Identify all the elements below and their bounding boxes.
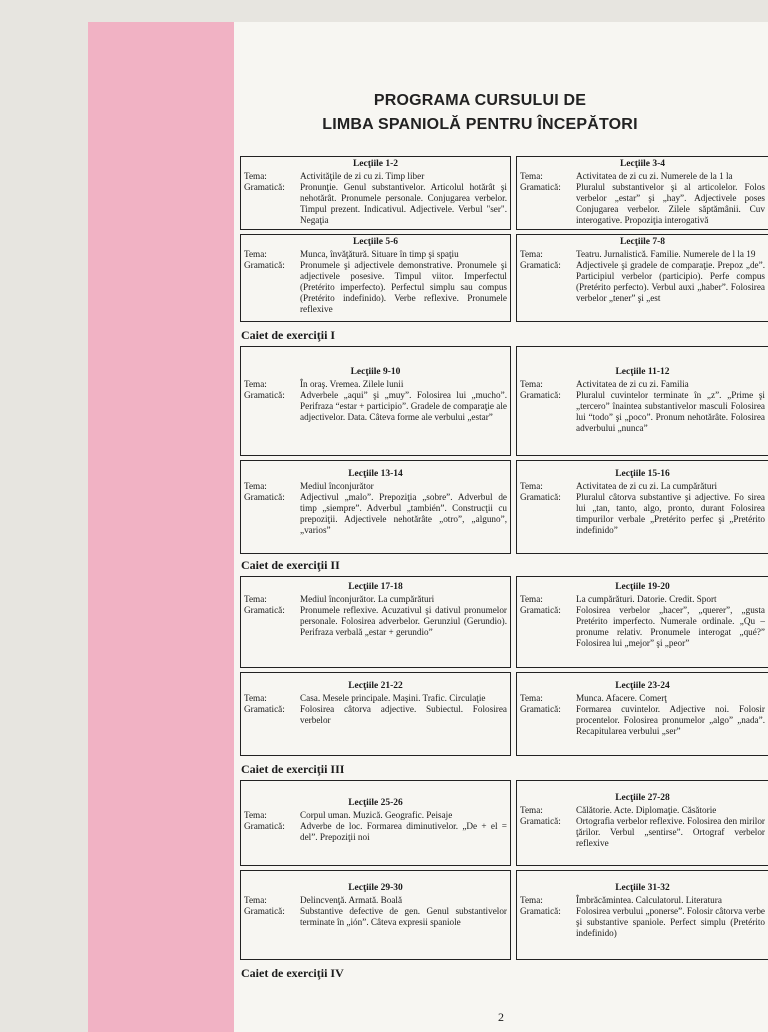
lesson-box-29-30 [240,870,511,960]
lesson-title: Lecţiile 9-10 [350,367,401,377]
lesson-box-31-32 [516,870,768,960]
gramatica-label: Gramatică: [244,390,285,400]
lesson-title: Lecţiile 7-8 [619,237,666,247]
lesson-title: Lecţiile 13-14 [348,469,403,479]
caiet-heading-1: Caiet de exerciţii I [241,328,336,342]
gramatica-label: Gramatică: [520,605,561,615]
lesson-gramatica: Adverbele „aqui” şi „muy”. Folosirea lui „mucho”. Perifraza “estar + participio”. Gradele de comparaţie ale adjectivelor. Data. Câteva forme ale verbului „estar” [300,390,507,422]
gramatica-label: Gramatică: [520,492,561,502]
tema-label: Tema: [244,481,267,491]
tema-label: Tema: [244,379,267,389]
page-title-line-1: PROGRAMA CURSULUI DE [373,92,587,109]
pink-margin-band [88,22,234,1032]
lesson-box-23-24 [516,672,768,756]
gramatica-label: Gramatică: [520,704,561,714]
lesson-title: Lecţiile 29-30 [348,883,403,893]
lesson-box-27-28 [516,780,768,866]
gramatica-label: Gramatică: [244,906,285,916]
lesson-gramatica: Pronumele reflexive. Acuzativul şi dativul pronumelor personale. Folosirea adverbelor. Gerunziul (Gerundio). Perifraza verbală „estar + gerundio” [300,605,507,637]
tema-label: Tema: [244,895,267,905]
lesson-gramatica: Pluralul câtorva substantive şi adjective. Fo sirea lui „tan, tanto, algo, pronto, durant Folosirea timpurilor verbale „Pretérito perfec şi „Pretérito indefinido” [576,492,765,535]
tema-label: Tema: [244,171,267,181]
lesson-gramatica: Pronumele şi adjectivele demonstrative. Pronumele şi adjectivele posesive. Timpul viitor. Imperfectul (Pretérito imperfecto). Perfectul simplu sau compus (Pretérito indefinido). Verbe reflexive. Pronumele reflexive [300,260,507,314]
lesson-title: Lecţiile 1-2 [352,159,399,169]
lesson-box-5-6 [240,234,511,322]
lesson-gramatica: Substantive defective de gen. Genul substantivelor terminate în „ión”. Câteva expresii spaniole [300,906,507,927]
lesson-box-21-22 [240,672,511,756]
lesson-title: Lecţiile 5-6 [352,237,399,247]
tema-label: Tema: [520,895,543,905]
lesson-box-9-10 [240,346,511,456]
lesson-gramatica: Folosirea verbelor „hacer”, „querer”, „gusta Pretérito imperfecto. Numerale ordinale. „Qu – pronume relativ. Pronumele interogat „qué?” Folosirea lui „mejor” şi „peor” [576,605,765,648]
lesson-gramatica: Pronunţie. Genul substantivelor. Articolul hotărât şi nehotărât. Pronumele personale. Conjugarea verbelor. Timpul prezent. Indicativul. Adjectivele. Verbul "ser". Negaţia [300,182,507,225]
lesson-title: Lecţiile 25-26 [348,798,403,808]
gramatica-label: Gramatică: [244,182,285,192]
lesson-title: Lecţiile 3-4 [619,159,666,169]
tema-label: Tema: [244,594,267,604]
lesson-title: Lecţiile 27-28 [615,793,670,803]
lesson-title: Lecţiile 15-16 [615,469,670,479]
lesson-title: Lecţiile 21-22 [348,681,403,691]
lesson-tema: Corpul uman. Muzică. Geografic. Peisaje [300,810,453,820]
page-number: 2 [498,1010,504,1024]
tema-label: Tema: [244,693,267,703]
lesson-box-25-26 [240,780,511,866]
lesson-gramatica: Pluralul substantivelor şi al articolelor. Folos verbelor „estar” şi „hay”. Adjectivele poses Conjugarea verbelor. Zilele săptămânii. Cuv interogative. Propoziţia interogativă [576,182,765,225]
gramatica-label: Gramatică: [520,906,561,916]
lesson-tema: Activitatea de zi cu zi. Numerele de la 1 la [576,171,733,181]
lesson-box-13-14 [240,460,511,554]
gramatica-label: Gramatică: [520,182,561,192]
lesson-tema: La cumpărături. Datorie. Credit. Sport [576,594,717,604]
lesson-tema: Îmbrăcămintea. Calculatorul. Literatura [576,895,722,905]
lesson-tema: Activităţile de zi cu zi. Timp liber [300,171,425,181]
page-title-line-2: LIMBA SPANIOLĂ PENTRU ÎNCEPĂTORI [322,116,638,133]
tema-label: Tema: [244,810,267,820]
gramatica-label: Gramatică: [520,260,561,270]
gramatica-label: Gramatică: [520,816,561,826]
lesson-tema: Călătorie. Acte. Diplomaţie. Căsătorie [576,805,717,815]
lesson-gramatica: Adjectivele şi gradele de comparaţie. Prepoz „de”. Participiul verbelor (participio). Perfe compus (Pretérito perfecto). Verbul auxi „haber”. Folosirea verbelor „tener” şi „est [576,260,765,303]
lesson-tema: Casa. Mesele principale. Maşini. Trafic. Circulaţie [300,693,486,703]
tema-label: Tema: [244,249,267,259]
lesson-box-15-16 [516,460,768,554]
lesson-tema: Delincvenţă. Armată. Boală [300,895,403,905]
lesson-box-1-2 [240,156,511,230]
lesson-box-11-12 [516,346,768,456]
gramatica-label: Gramatică: [244,704,285,714]
lesson-title: Lecţiile 11-12 [615,367,670,377]
caiet-heading-3: Caiet de exerciţii III [241,762,345,776]
gramatica-label: Gramatică: [244,492,285,502]
lesson-tema: Activitatea de zi cu zi. Familia [576,379,689,389]
lesson-box-19-20 [516,576,768,668]
tema-label: Tema: [520,805,543,815]
lesson-title: Lecţiile 17-18 [348,582,403,592]
lesson-gramatica: Adjectivul „malo”. Prepoziţia „sobre”. Adverbul de timp „siempre”. Adverbul „también”. Construcţii cu prepoziţii. Adjectivele nehotărâte „otro”, „alguno”, „varios” [300,492,507,535]
lesson-tema: Munca, învăţătură. Situare în timp şi spaţiu [300,249,459,259]
lesson-tema: În oraş. Vremea. Zilele lunii [300,379,404,389]
lesson-gramatica: Formarea cuvintelor. Adjective noi. Folosir procentelor. Folosirea pronumelor „algo” „nada”. Recapitularea verbului „ser” [576,704,765,736]
lesson-title: Lecţiile 23-24 [615,681,670,691]
lesson-tema: Munca. Afacere. Comerţ [576,693,667,703]
lesson-tema: Activitatea de zi cu zi. La cumpărături [576,481,718,491]
lesson-gramatica: Adverbe de loc. Formarea diminutivelor. „De + el = del”. Prepoziţii noi [300,821,507,842]
tema-label: Tema: [520,249,543,259]
tema-label: Tema: [520,481,543,491]
lesson-box-3-4 [516,156,768,230]
tema-label: Tema: [520,171,543,181]
gramatica-label: Gramatică: [244,821,285,831]
gramatica-label: Gramatică: [244,605,285,615]
gramatica-label: Gramatică: [244,260,285,270]
gramatica-label: Gramatică: [520,390,561,400]
lesson-tema: Mediul înconjurător [300,481,374,491]
lesson-tema: Teatru. Jurnalistică. Familie. Numerele de l la 19 [576,249,756,259]
lesson-gramatica: Folosirea verbului „ponerse”. Folosir câtorva verbe şi substantive spaniole. Perfect simplu (Pretérito indefinido) [576,906,765,938]
lesson-gramatica: Folosirea câtorva adjective. Subiectul. Folosirea verbelor [300,704,507,725]
lesson-title: Lecţiile 19-20 [615,582,670,592]
lesson-tema: Mediul înconjurător. La cumpărături [300,594,435,604]
lesson-title: Lecţiile 31-32 [615,883,670,893]
lesson-box-17-18 [240,576,511,668]
lesson-gramatica: Pluralul cuvintelor terminate în „z”. „Prime şi „tercero” înaintea substantivelor masculi Folosirea lui “todo” şi „poco”. Pronum nehotărâte. Folosirea adverbului „nunca” [576,390,765,433]
lesson-gramatica: Ortografia verbelor reflexive. Folosirea den mirilor ţărilor. Verbul „sentirse”. Ortograf verbelor reflexive [576,816,765,848]
tema-label: Tema: [520,594,543,604]
caiet-heading-2: Caiet de exerciţii II [241,558,340,572]
tema-label: Tema: [520,693,543,703]
caiet-heading-4: Caiet de exerciţii IV [241,966,344,980]
lesson-box-7-8 [516,234,768,322]
tema-label: Tema: [520,379,543,389]
